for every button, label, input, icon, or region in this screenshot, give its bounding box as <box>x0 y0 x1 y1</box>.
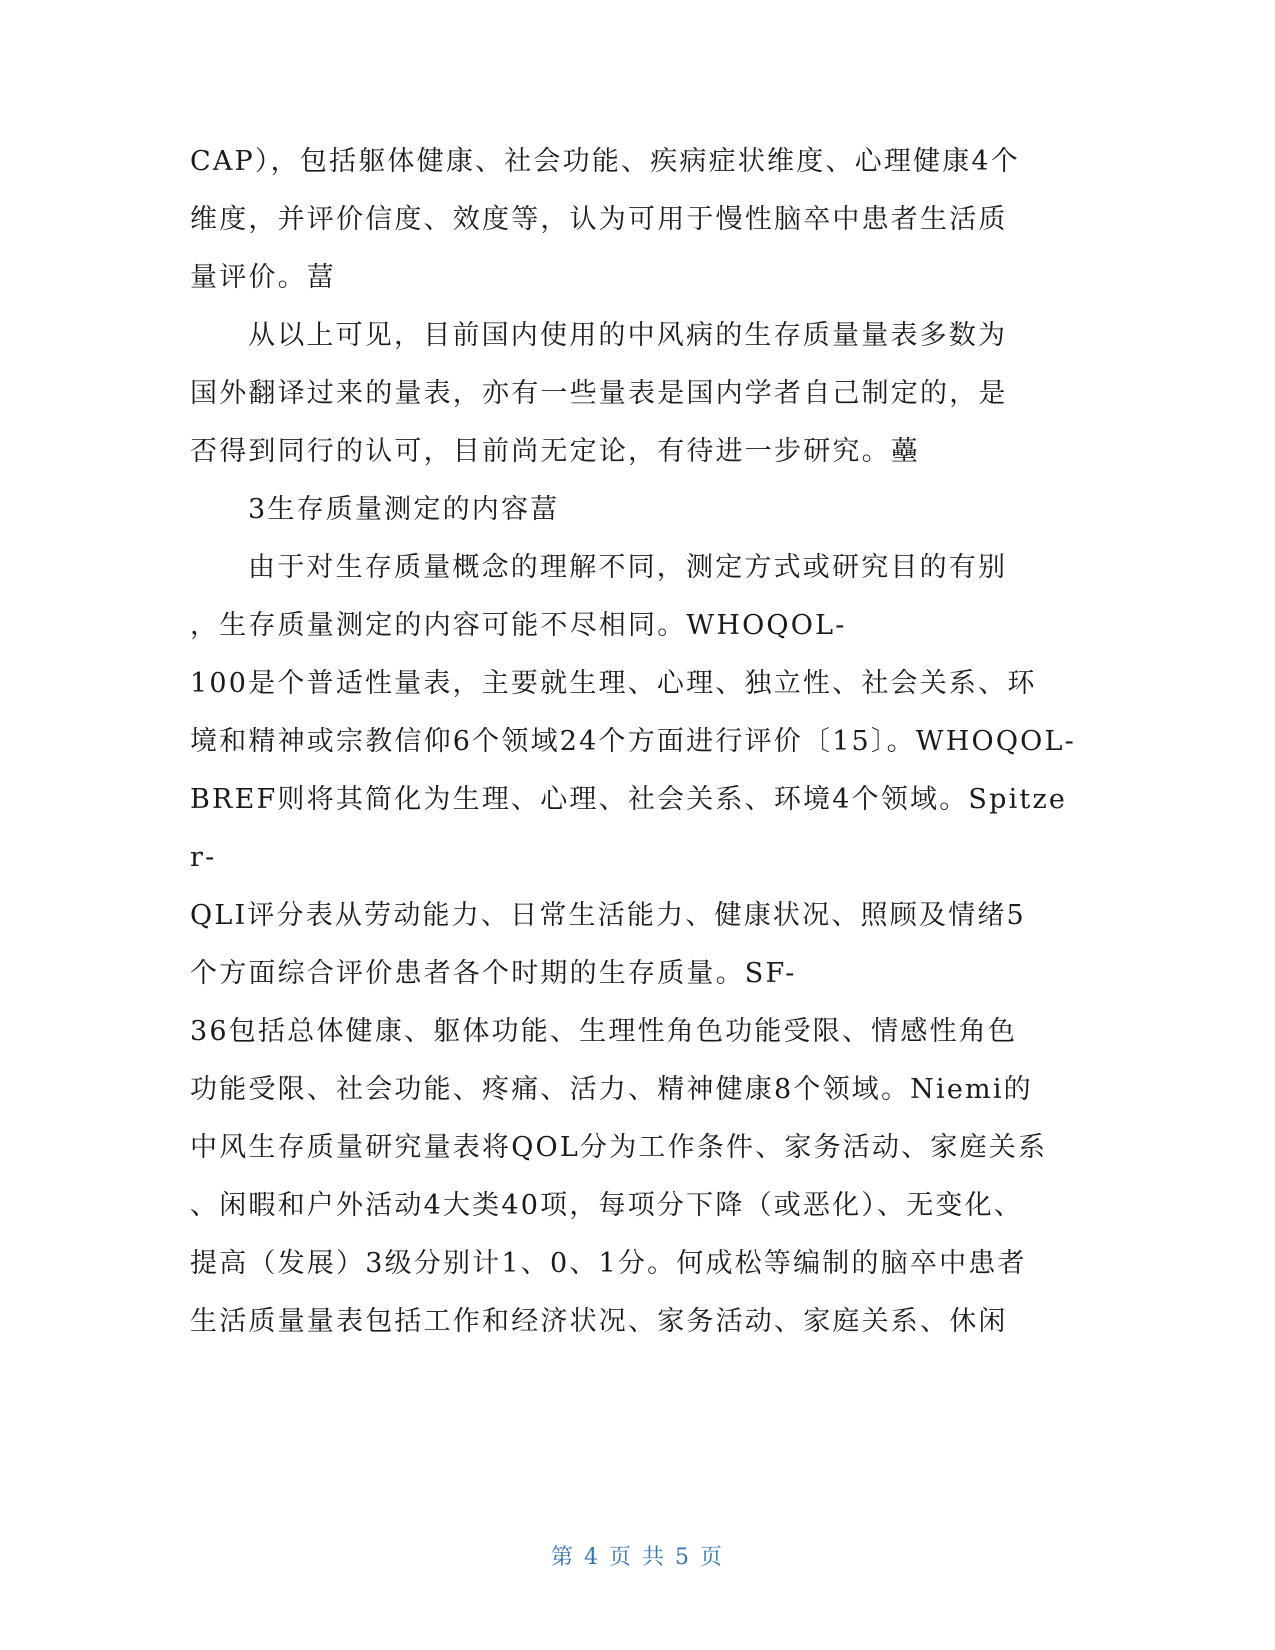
text-line: 量评价。葍 <box>190 262 336 293</box>
text-line: BREF则将其简化为生理、心理、社会关系、环境4个领域。Spitze <box>190 784 1068 815</box>
text-line: 由于对生存质量概念的理解不同，测定方式或研究目的有别 <box>248 552 1008 583</box>
text-line: 境和精神或宗教信仰6个领域24个方面进行评价〔15〕。WHOQOL- <box>190 726 1076 757</box>
text-line: 功能受限、社会功能、疼痛、活力、精神健康8个领域。Niemi的 <box>190 1074 1033 1105</box>
text-line: 提高（发展）3级分别计1、0、1分。何成松等编制的脑卒中患者 <box>190 1248 1027 1279</box>
text-line: ，生存质量测定的内容可能不尽相同。WHOQOL- <box>190 610 847 641</box>
text-line: 36包括总体健康、躯体功能、生理性角色功能受限、情感性角色 <box>190 1016 1018 1047</box>
text-line: 中风生存质量研究量表将QOL分为工作条件、家务活动、家庭关系 <box>190 1132 1048 1163</box>
text-line: 从以上可见，目前国内使用的中风病的生存质量量表多数为 <box>248 320 1008 351</box>
text-line: 生活质量量表包括工作和经济状况、家务活动、家庭关系、休闲 <box>190 1306 1008 1337</box>
text-line: r- <box>190 842 217 873</box>
text-line: 个方面综合评价患者各个时期的生存质量。SF- <box>190 958 797 989</box>
text-line: CAP），包括躯体健康、社会功能、疾病症状维度、心理健康4个 <box>190 146 1021 177</box>
text-line: 、闲暇和户外活动4大类40项，每项分下降（或恶化）、无变化、 <box>190 1190 1024 1221</box>
section-heading: 3生存质量测定的内容葍 <box>248 494 560 525</box>
page-number-footer: 第 4 页 共 5 页 <box>551 1545 724 1570</box>
text-line: 国外翻译过来的量表，亦有一些量表是国内学者自己制定的，是 <box>190 378 1008 409</box>
text-line: QLI评分表从劳动能力、日常生活能力、健康状况、照顾及情绪5 <box>190 900 1026 931</box>
text-line: 维度，并评价信度、效度等，认为可用于慢性脑卒中患者生活质 <box>190 204 1008 235</box>
text-line: 100是个普适性量表，主要就生理、心理、独立性、社会关系、环 <box>190 668 1037 699</box>
text-line: 否得到同行的认可，目前尚无定论，有待进一步研究。蘲 <box>190 436 920 467</box>
